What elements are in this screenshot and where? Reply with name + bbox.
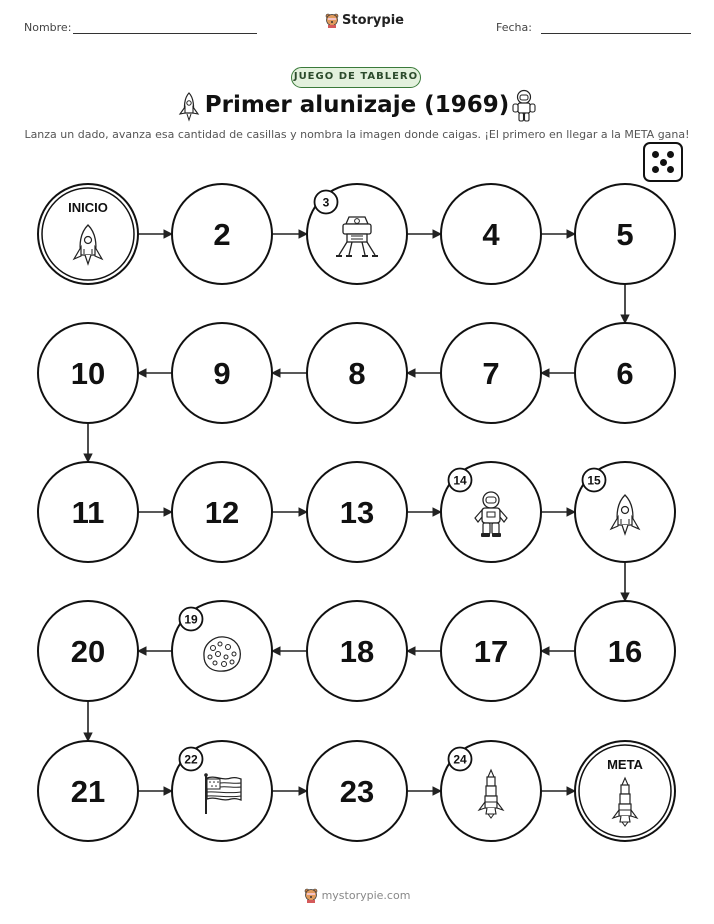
cell-number: 18: [339, 634, 375, 669]
cell-number: 16: [607, 634, 643, 669]
cell-number: 23: [339, 774, 375, 809]
cell-number: 13: [339, 495, 375, 530]
cell-number-badge: 15: [587, 473, 601, 488]
board-cell-21[interactable]: [38, 741, 138, 841]
cell-number: 5: [616, 217, 634, 252]
cell-number: 2: [213, 217, 231, 252]
cell-number-badge: 22: [184, 752, 198, 767]
cell-number: 21: [70, 774, 106, 809]
board-cell-6[interactable]: [575, 323, 675, 423]
cell-label: META: [607, 757, 643, 772]
footer: [0, 888, 714, 903]
cell-label: INICIO: [68, 200, 108, 215]
cell-number: 6: [616, 356, 634, 391]
page-title: Primer alunizaje (1969): [204, 92, 510, 118]
cell-number: 10: [70, 356, 106, 391]
board-cell-19[interactable]: [172, 601, 272, 701]
board-cell-7[interactable]: [441, 323, 541, 423]
name-label: Nombre:: [24, 21, 72, 34]
footer-url: mystorypie.com: [321, 889, 411, 902]
board-cell-20[interactable]: [38, 601, 138, 701]
board-cell-8[interactable]: [307, 323, 407, 423]
board-cell-11[interactable]: [38, 462, 138, 562]
board-cell-25[interactable]: [575, 741, 675, 841]
board-cell-9[interactable]: [172, 323, 272, 423]
board-cell-23[interactable]: [307, 741, 407, 841]
footer-bear-icon: [304, 888, 318, 903]
cell-number-badge: 14: [453, 473, 467, 488]
board-cell-22[interactable]: [172, 741, 272, 841]
game-instructions: Lanza un dado, avanza esa cantidad de casillas y nombra la imagen donde caigas. ¡El primero en llegar a la META gana!: [24, 128, 690, 141]
board-cell-18[interactable]: [307, 601, 407, 701]
cell-number-badge: 24: [453, 752, 467, 767]
board-cell-14[interactable]: [441, 462, 541, 562]
board-cell-1[interactable]: [38, 184, 138, 284]
board-cell-2[interactable]: [172, 184, 272, 284]
board-cell-5[interactable]: [575, 184, 675, 284]
cell-number: 7: [482, 356, 500, 391]
cell-number-badge: 3: [322, 195, 330, 210]
cell-number: 4: [482, 217, 500, 252]
board-cell-13[interactable]: [307, 462, 407, 562]
board-cell-16[interactable]: [575, 601, 675, 701]
board-cell-4[interactable]: [441, 184, 541, 284]
cell-number: 20: [70, 634, 106, 669]
board-cell-10[interactable]: [38, 323, 138, 423]
board-cell-17[interactable]: [441, 601, 541, 701]
board-cell-24[interactable]: [441, 741, 541, 841]
cell-number-badge: 19: [184, 612, 198, 627]
cell-number: 9: [213, 356, 231, 391]
brand-name: Storypie: [342, 13, 404, 28]
board-cell-3[interactable]: [307, 184, 407, 284]
game-type-badge: JUEGO DE TABLERO: [291, 67, 421, 88]
date-label: Fecha:: [496, 21, 532, 34]
cell-number: 8: [348, 356, 366, 391]
cell-number: 11: [71, 495, 105, 530]
board-cell-15[interactable]: [575, 462, 675, 562]
board-cell-12[interactable]: [172, 462, 272, 562]
moon-rock-icon: [204, 637, 240, 671]
cell-number: 12: [204, 495, 240, 530]
cell-number: 17: [473, 634, 509, 669]
